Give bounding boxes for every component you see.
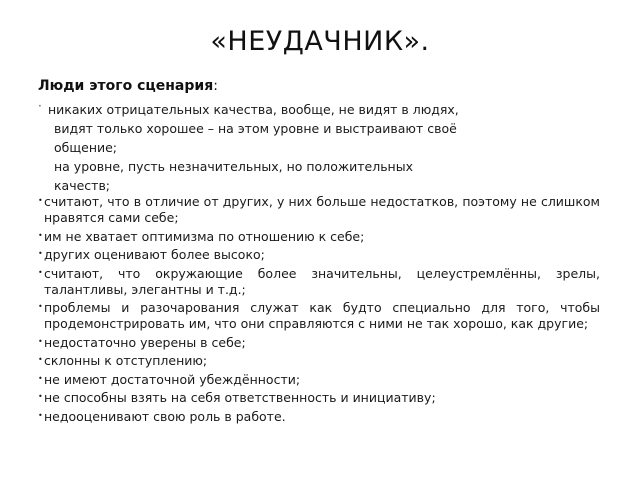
intro-line: качеств;	[54, 178, 111, 193]
intro-line: · никаких отрицательных качества, вообще, не видят в людях,	[38, 100, 598, 119]
slide-title: «НЕУДАЧНИК».	[210, 26, 430, 57]
bullet-item: • не имеют достаточной убеждённости;	[38, 372, 600, 388]
bullet-item: • считают, что в отличие от других, у них больше недостатков, поэтому не слишком нравятся сами себе;	[38, 194, 600, 226]
bullet-item: • им не хватает оптимизма по отношению к себе;	[38, 229, 600, 245]
bullet-item: • проблемы и разочарования служат как будто специально для того, чтобы продемонстрировать им, что они справляются с ними не так хорошо, как другие;	[38, 300, 600, 332]
bullet-list	[38, 194, 600, 427]
intro-line: общение;	[54, 140, 118, 155]
bullet-item: • других оценивают более высоко;	[38, 247, 600, 263]
slide-subtitle	[38, 78, 218, 94]
subtitle-text: Люди этого сценария	[38, 78, 214, 94]
subtitle-colon: :	[213, 78, 218, 94]
bullet-item: • недооценивают свою роль в работе.	[38, 409, 600, 425]
intro-paragraph	[38, 100, 598, 195]
bullet-item: • считают, что окружающие более значительны, целеустремлённы, зрелы, талантливы, элегантны и т.д.;	[38, 266, 600, 298]
bullet-item: • недостаточно уверены в себе;	[38, 335, 600, 351]
bullet-item: • не способны взять на себя ответственность и инициативу;	[38, 390, 600, 406]
intro-line: видят только хорошее – на этом уровне и выстраивают своё	[54, 121, 457, 136]
bullet-item: • склонны к отступлению;	[38, 353, 600, 369]
intro-line: на уровне, пусть незначительных, но положительных	[54, 159, 413, 174]
